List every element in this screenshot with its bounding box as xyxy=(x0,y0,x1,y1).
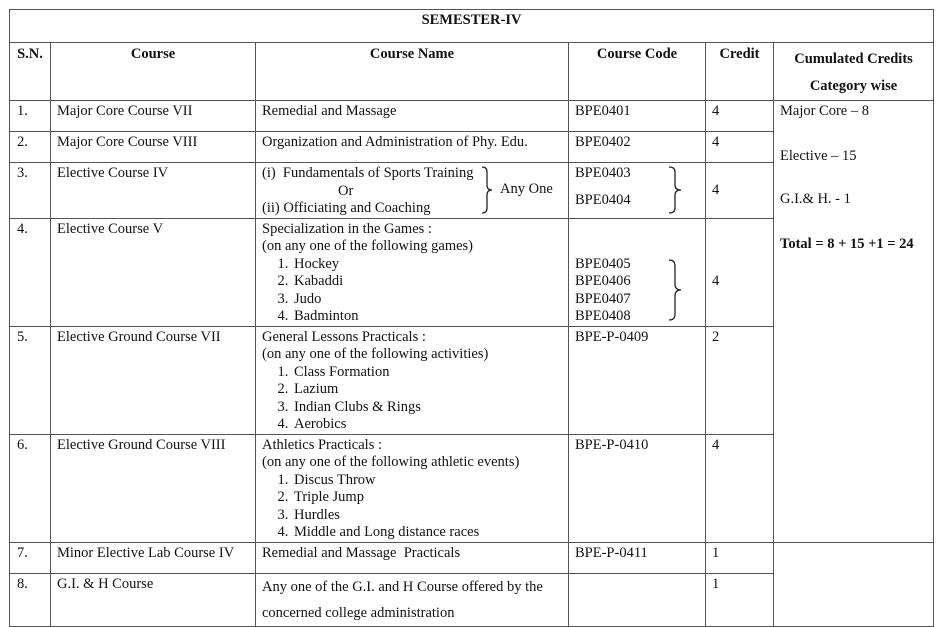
row-course: Elective Ground Course VII xyxy=(51,326,256,434)
row-course-code: BPE-P-0410 xyxy=(569,434,706,542)
course-code-option-1: BPE0403 xyxy=(575,165,631,181)
header-credit: Credit xyxy=(706,43,774,101)
row-course: G.I. & H Course xyxy=(51,573,256,626)
name-intro-2: (on any one of the following games) xyxy=(262,238,474,254)
list-item: 2. Triple Jump xyxy=(292,489,562,507)
list-item: 2. Lazium xyxy=(292,381,562,399)
name-intro-2: (on any one of the following activities) xyxy=(262,346,489,362)
name-intro-1: Athletics Practicals : xyxy=(262,436,382,453)
cumulated-elective: Elective – 15 xyxy=(780,147,857,164)
row-credit: 4 xyxy=(706,434,774,542)
row-credit: 4 xyxy=(706,218,774,326)
empty-cell xyxy=(774,542,934,626)
games-list xyxy=(262,256,562,326)
row-course-name: Remedial and Massage xyxy=(256,101,569,132)
list-item: 4. Aerobics xyxy=(292,416,562,434)
list-item: 1. Discus Throw xyxy=(292,472,562,490)
header-sn: S.N. xyxy=(10,43,51,101)
row-sn: 4. xyxy=(10,218,51,326)
row-sn: 5. xyxy=(10,326,51,434)
name-intro-1: Specialization in the Games : xyxy=(262,220,432,237)
row-course-name xyxy=(256,163,569,219)
activities-list xyxy=(262,364,562,434)
cumulated-credits-cell xyxy=(774,101,934,543)
row-course-code xyxy=(569,218,706,326)
any-one-label: Any One xyxy=(500,181,553,197)
table-row xyxy=(10,542,934,573)
cumulated-gih: G.I.& H. - 1 xyxy=(780,191,851,207)
row-credit: 4 xyxy=(706,163,774,219)
row-course: Elective Course V xyxy=(51,218,256,326)
semester-title: SEMESTER-IV xyxy=(10,10,934,43)
row-credit: 4 xyxy=(706,132,774,163)
row-credit: 2 xyxy=(706,326,774,434)
row-course: Major Core Course VIII xyxy=(51,132,256,163)
header-course: Course xyxy=(51,43,256,101)
row-credit: 4 xyxy=(706,101,774,132)
table-row xyxy=(10,101,934,132)
row-course: Minor Elective Lab Course IV xyxy=(51,542,256,573)
events-list xyxy=(262,472,562,542)
row-sn: 8. xyxy=(10,573,51,626)
row-credit: 1 xyxy=(706,542,774,573)
name-intro-2: (on any one of the following athletic events) xyxy=(262,454,520,470)
course-code-option: BPE0407 xyxy=(575,290,631,307)
row-course-code: BPE0402 xyxy=(569,132,706,163)
semester-table xyxy=(9,9,934,627)
row-course-code xyxy=(569,573,706,626)
row-sn: 7. xyxy=(10,542,51,573)
course-code-option: BPE0406 xyxy=(575,273,631,289)
row-credit: 1 xyxy=(706,573,774,626)
row-sn: 3. xyxy=(10,163,51,219)
row-course: Major Core Course VII xyxy=(51,101,256,132)
row-course-name: Organization and Administration of Phy. Edu. xyxy=(256,132,569,163)
header-course-code: Course Code xyxy=(569,43,706,101)
row-sn: 2. xyxy=(10,132,51,163)
list-item: 3. Hurdles xyxy=(292,507,562,525)
cumulated-major: Major Core – 8 xyxy=(780,103,869,119)
row-course-name xyxy=(256,218,569,326)
row-course-code: BPE-P-0411 xyxy=(569,542,706,573)
name-intro-1: General Lessons Practicals : xyxy=(262,328,426,345)
cumulated-total: Total = 8 + 15 +1 = 24 xyxy=(780,235,914,252)
row-course-name xyxy=(256,434,569,542)
row-course: Elective Ground Course VIII xyxy=(51,434,256,542)
row-sn: 1. xyxy=(10,101,51,132)
header-cumulated-line1: Cumulated Credits xyxy=(794,51,913,67)
right-brace-icon xyxy=(481,166,493,214)
option-or: Or xyxy=(338,182,354,199)
list-item: 4. Middle and Long distance races xyxy=(292,524,562,542)
row-course-name: Remedial and Massage Practicals xyxy=(256,542,569,573)
option-1: (i) Fundamentals of Sports Training xyxy=(262,165,474,181)
right-brace-icon xyxy=(667,166,683,214)
row-course-name: Any one of the G.I. and H Course offered by the concerned college administration xyxy=(256,573,569,626)
course-code-option: BPE0408 xyxy=(575,308,631,324)
list-item: 1. Class Formation xyxy=(292,364,562,382)
list-item: 4. Badminton xyxy=(292,308,562,326)
list-item: 2. Kabaddi xyxy=(292,273,562,291)
row-course-code: BPE-P-0409 xyxy=(569,326,706,434)
list-item: 3. Indian Clubs & Rings xyxy=(292,399,562,417)
course-code-option: BPE0405 xyxy=(575,255,631,272)
header-cumulated-line2: Category wise xyxy=(809,78,898,94)
course-code-option-2: BPE0404 xyxy=(575,191,631,208)
list-item: 3. Judo xyxy=(292,291,562,309)
row-course-name xyxy=(256,326,569,434)
header-course-name: Course Name xyxy=(256,43,569,101)
row-course: Elective Course IV xyxy=(51,163,256,219)
list-item: 1. Hockey xyxy=(292,256,562,274)
right-brace-icon xyxy=(667,259,683,321)
option-2: (ii) Officiating and Coaching xyxy=(262,200,431,216)
row-course-code xyxy=(569,163,706,219)
row-sn: 6. xyxy=(10,434,51,542)
row-course-code: BPE0401 xyxy=(569,101,706,132)
header-cumulated xyxy=(774,43,934,101)
